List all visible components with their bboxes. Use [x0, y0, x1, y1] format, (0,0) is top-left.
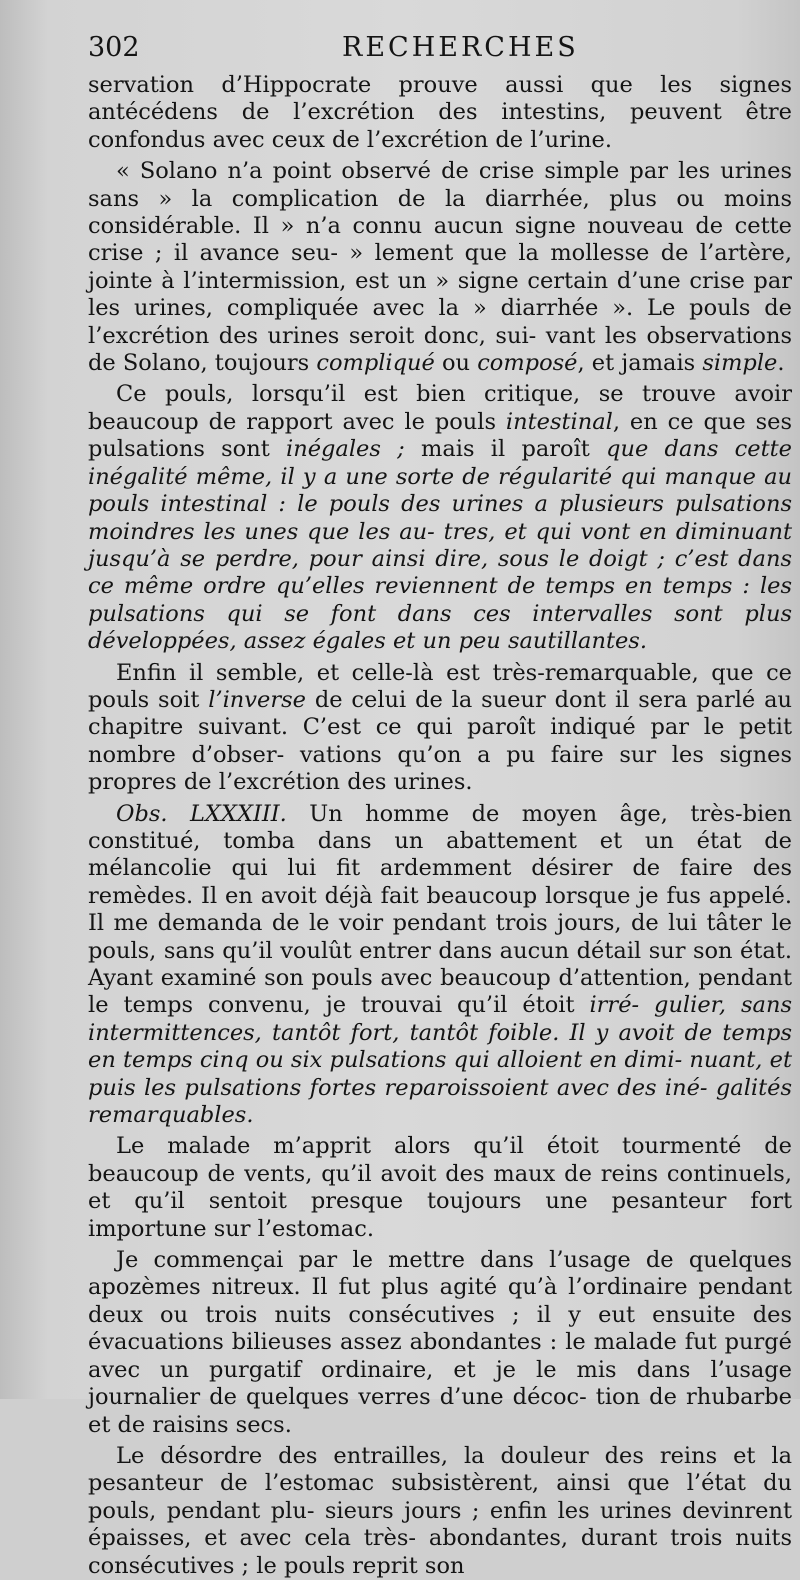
paragraph [88, 1133, 792, 1243]
text-run: , en ce que ses pulsations sont [88, 408, 792, 463]
text-run: ou [434, 350, 478, 377]
italic-text: compliqué [316, 350, 435, 377]
text-run: Enfin il semble, et celle-là est très-remarquable, que ce pouls soit [88, 659, 792, 713]
italic-text: composé [477, 350, 578, 377]
text-run: de celui de la sueur dont il sera parlé au chapitre suivant. C’est ce qui paroît indiqué par le petit nombre d’obser- vations qu’on a pu faire sur les signes propres de l’excrétion des urines. [88, 686, 792, 796]
text-run: , et jamais [577, 350, 703, 377]
paragraph [88, 660, 792, 797]
italic-text: intestinal [505, 408, 613, 435]
text-run: Un homme de moyen âge, très-bien constitué, tomba dans un abattement et un état de mélancolie qui lui fit ardemment désirer de faire des remèdes. Il en avoit déjà fait beaucoup lorsque je fus appelé. Il me demanda de le voir pendant trois jours, de lui tâter le pouls, sans qu’il voulût entrer dans aucun détail sur son état. Ayant examiné son pouls avec beaucoup d’attention, pendant le temps convenu, je trouvai qu’il étoit [88, 800, 792, 1019]
italic-text: l’inverse [208, 686, 306, 713]
text-run: . [777, 350, 785, 377]
italic-text: inégales ; [286, 436, 405, 463]
running-head: RECHERCHES [342, 32, 579, 63]
paragraph [88, 801, 792, 1130]
body-text [88, 72, 792, 1580]
paragraph [88, 1247, 792, 1439]
paragraph [88, 158, 792, 377]
page-header [88, 30, 788, 70]
italic-text: simple [702, 350, 778, 377]
paragraph [88, 72, 792, 154]
text-run: Le désordre des entrailles, la douleur des reins et la pesanteur de l’estomac subsistèrent, ainsi que l’état du pouls, pendant plu- sieurs jours ; enfin les urines devinrent épaisses, et avec cela très- abondantes, durant trois nuits consécutives ; le pouls reprit son [88, 1442, 792, 1579]
text-run: Le malade m’apprit alors qu’il étoit tourmenté de beaucoup de vents, qu’il avoit des maux de reins continuels, et qu’il sentoit presque toujours une pesanteur fort importune sur l’estomac. [88, 1133, 792, 1242]
paragraph [88, 381, 792, 655]
text-run: « Solano n’a point observé de crise simple par les urines sans » la complication de la diarrhée, plus ou moins considérable. Il » n’a connu aucun signe nouveau de cette crise ; il avance seu- » lement que la mollesse de l’artère, jointe à l’intermission, est un » signe certain d’une crise par les urines, compliquée avec la » diarrhée ». Le pouls de l’excrétion des urines seroit donc, sui- vant les observations de Solano, toujours [88, 158, 792, 377]
italic-text: que dans cette inégalité même, il y a une sorte de régularité qui manque au pouls intestinal : le pouls des urines a plusieurs pulsations moindres les unes que les au- tres, et qui vont en diminuant jusqu’à se perdre, pour ainsi dire, sous le doigt ; c’est dans ce même ordre qu’elles reviennent de temps en temps : les pulsations qui se font dans ces intervalles sont plus développées, assez égales et un peu sautillantes. [88, 436, 792, 655]
page-number: 302 [88, 32, 140, 63]
text-run: mais il paroît [404, 436, 607, 463]
paragraph [88, 1443, 792, 1580]
italic-text: Obs. LXXXIII. [116, 800, 287, 827]
text-run: servation d’Hippocrate prouve aussi que les signes antécédens de l’excrétion des intestins, peuvent être confondus avec ceux de l’excrétion de l’urine. [88, 72, 792, 153]
text-run: Ce pouls, lorsqu’il est bien critique, se trouve avoir beaucoup de rapport avec le pouls [88, 381, 792, 435]
text-run: Je commençai par le mettre dans l’usage de quelques apozèmes nitreux. Il fut plus agité qu’à l’ordinaire pendant deux ou trois nuits consécutives ; il y eut ensuite des évacuations bilieuses assez abondantes : le malade fut purgé avec un purgatif ordinaire, et je le mis dans l’usage journalier de quelques verres d’une décoc- tion de rhubarbe et de raisins secs. [88, 1247, 792, 1438]
italic-text: irré- gulier, sans intermittences, tantôt fort, tantôt foible. Il y avoit de temps en temps cinq ou six pulsations qui alloient en dimi- nuant, et puis les pulsations fortes reparoissoient avec des iné- galités remarquables. [88, 992, 793, 1129]
